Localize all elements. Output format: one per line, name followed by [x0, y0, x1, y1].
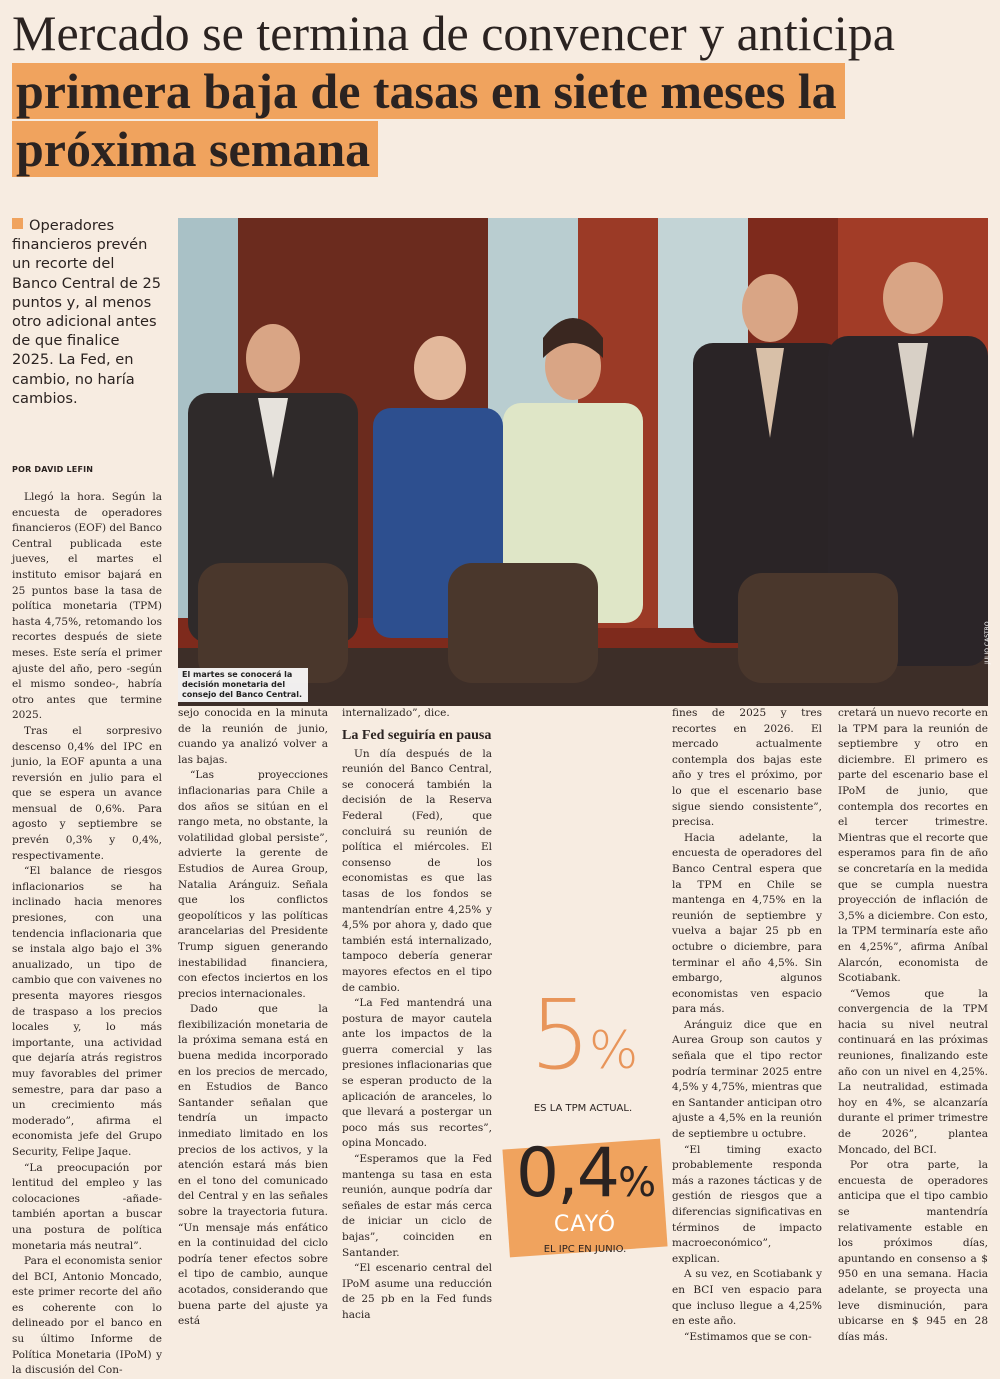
paragraph: “La Fed mantendrá una postura de mayor cautela ante los impactos de la guerra comercial y las presiones inflacionarias que se esperan producto de la aplicación de aranceles, lo que llevará a postergar un poco más sus recortes”, opina Moncado. [342, 997, 492, 1150]
byline: POR DAVID LEFIN [12, 465, 94, 474]
stat-ipc-unit: % [618, 1160, 655, 1206]
stat-ipc-value [500, 1136, 670, 1221]
stat-tpm-label: ES LA TPM ACTUAL. [533, 1103, 633, 1114]
photo-illustration [178, 218, 988, 706]
stat-ipc [500, 1130, 670, 1260]
stat-tpm-value [508, 979, 658, 1101]
stat-tpm-number: 5 [529, 979, 589, 1091]
body-column-1 [12, 490, 162, 1379]
paragraph: Dado que la flexibilización monetaria de la próxima semana está en buena medida incorporado en los precios de mercado, en Estudios de Banco Santander señalan que tendría un impacto inmediato limitado en los precios de los activos, y la atención estará más bien en el tono del comunicado del Central y en las señales sobre la trayectoria futura. “Un mensaje más enfático en la continuidad del ciclo podría tener efectos sobre el tipo de cambio, aunque acotados, considerando que buena parte del ajuste ya está [178, 1003, 328, 1328]
stat-tpm [508, 979, 658, 1114]
paragraph: “Las proyecciones inflacionarias para Chile a dos años se sitúan en el rango meta, no obstante, la volatilidad global persiste”, advierte la gerente de Estudios de Aurea Group, Natalia Aránguiz. Señala que los conflictos geopolíticos y las políticas arancelarias del Presidente Trump siguen generando inestabilidad financiera, con efectos inciertos en los precios internacionales. [178, 769, 328, 1000]
headline [12, 4, 992, 178]
paragraph: Por otra parte, la encuesta de operadores anticipa que el tipo cambio se mantendría relativamente estable en los próximos días, apuntando en consenso a $ 950 en una semana. Hacia adelante, se proyecta una leve disminución, para ubicarse en $ 945 en 28 días más. [838, 1159, 988, 1343]
paragraph: Tras el sorpresivo descenso 0,4% del IPC en junio, la EOF apunta a una reversión en julio para el que se espera un avance mensual de 0,6%. Para agosto y septiembre se prevén 0,3% y 0,4%, respectivamente. [12, 724, 162, 862]
paragraph: cretará un nuevo recorte en la TPM para la reunión de septiembre y otro en diciembre. El primero es parte del escenario base el IPoM de junio, que contempla dos recortes en el tercer trimestre. Mientras que el recorte que esperamos para fin de año se concretaría en la medida que se cumpla nuestra proyección de inflación de 3,5% a diciembre. Con esto, la TPM terminaría este año en 4,25%”, afirma Aníbal Alarcón, economista de Scotiabank. [838, 707, 988, 985]
body-column-2 [178, 706, 328, 1330]
paragraph: Aránguiz dice que en Aurea Group son cautos y señala que el tipo rector podría terminar 2025 entre 4,5% y 4,75%, mientras que en Santander anticipan otro ajuste a 4,5% en la reunión de septiembre u octubre. [672, 1018, 822, 1141]
paragraph: “Esperamos que la Fed mantenga su tasa en esta reunión, aunque podría dar señales de estar más cerca de iniciar un ciclo de bajas”, coinciden en Santander. [342, 1153, 492, 1259]
stat-tpm-unit: % [588, 1021, 637, 1081]
paragraph: “Estimamos que se con- [684, 1330, 812, 1343]
lead-summary [12, 216, 162, 408]
stat-ipc-number: 0,4 [515, 1134, 619, 1213]
stat-ipc-verb: CAYÓ [553, 1212, 617, 1237]
lead-square-icon [12, 218, 23, 229]
subheading: La Fed seguiría en pausa [342, 727, 492, 743]
paragraph: Hacia adelante, la encuesta de operadores del Banco Central espera que la TPM en Chile se mantenga en 4,75% en la reunión de septiembre y vuelva a bajar 25 pb en octubre o diciembre, para terminar el año 4,5%. Sin embargo, algunos economistas ven espacio para más. [672, 831, 822, 1016]
paragraph: “Vemos que la convergencia de la TPM hacia su nivel neutral continuará en las próximas reuniones, finalizando este año con un nivel en 4,25%. La neutralidad, estimada hoy en 4%, se alcanzaría durante el primer trimestre de 2026”, plantea Moncado, del BCI. [838, 987, 988, 1156]
article-photo [178, 218, 988, 706]
body-column-3 [342, 706, 492, 1324]
paragraph: sejo conocida en la minuta de la reunión de junio, cuando ya analizó volver a las bajas. [178, 707, 328, 766]
headline-light: Mercado se termina de convencer y anticipa [12, 5, 895, 61]
paragraph: Llegó la hora. Según la encuesta de operadores financieros (EOF) del Banco Central publicada este jueves, el martes el instituto emisor bajará en 25 puntos base la tasa de política monetaria (TPM) hasta 4,75%, retomando los recortes después de siete meses. Este sería el primer ajuste del año, pero -según el mismo sondeo-, habría otro antes que termine 2025. [12, 491, 162, 722]
photo-credit: JULIO CASTRO [984, 621, 991, 664]
paragraph: “El timing exacto probablemente responda más a razones tácticas y de gestión de riesgos que a diferencias significativas en términos de impacto macroeconómico”, explican. [672, 1143, 822, 1265]
stat-ipc-label: EL IPC EN JUNIO. [543, 1244, 627, 1255]
paragraph: “El escenario central del IPoM asume una reducción de 25 pb en la Fed funds hacia [342, 1262, 492, 1321]
paragraph: Un día después de la reunión del Banco Central, se conocerá también la decisión de la Reserva Federal (Fed), que concluirá su reunión de política el miércoles. El consenso de los economistas es que las tasas de los fondos se mantendrían entre 4,25% y 4,5% por ahora y, dado que también está internalizado, tampoco debería generar mayores efectos en el tipo de cambio. [342, 747, 492, 994]
paragraph: fines de 2025 y tres recortes en 2026. El mercado actualmente contempla dos bajas este año y tres el próximo, por lo que el escenario base sigue siendo consistente”, precisa. [672, 707, 822, 829]
paragraph: Para el economista senior del BCI, Antonio Moncado, este primer recorte del año es coherente con lo delineado por el banco en su último Informe de Política Monetaria (IPoM) y la discusión del Con- [12, 1255, 162, 1377]
headline-highlight: primera baja de tasas en siete meses la próxima semana [12, 63, 845, 177]
paragraph: A su vez, en Scotiabank y en BCI ven espacio para que incluso llegue a 4,25% en este año. [672, 1268, 822, 1328]
body-column-4 [672, 706, 822, 1345]
paragraph: “La preocupación por lentitud del empleo y las colocaciones -añade- también aportan a buscar una postura de política monetaria más neutral”. [12, 1161, 162, 1252]
paragraph: “El balance de riesgos inflacionarios se ha inclinado hacia menores presiones, con una tendencia inflacionaria que se instala algo bajo el 3% anualizado, un tipo de cambio que con vaivenes no presenta mayores riesgos de traspaso a los precios locales y, lo más importante, una actividad que dejaría atrás registros muy favorables del primer semestre, para dar paso a un crecimiento más moderado”, afirma el economista jefe del Grupo Security, Felipe Jaque. [12, 865, 162, 1158]
photo-caption: El martes se conocerá la decisión monetaria del consejo del Banco Central. [178, 668, 308, 702]
body-column-5 [838, 706, 988, 1345]
paragraph: internalizado”, dice. [342, 707, 450, 719]
lead-text: Operadores financieros prevén un recorte del Banco Central de 25 puntos y, al menos otro adicional antes de que finalice 2025. La Fed, en cambio, no haría cambios. [12, 217, 162, 407]
